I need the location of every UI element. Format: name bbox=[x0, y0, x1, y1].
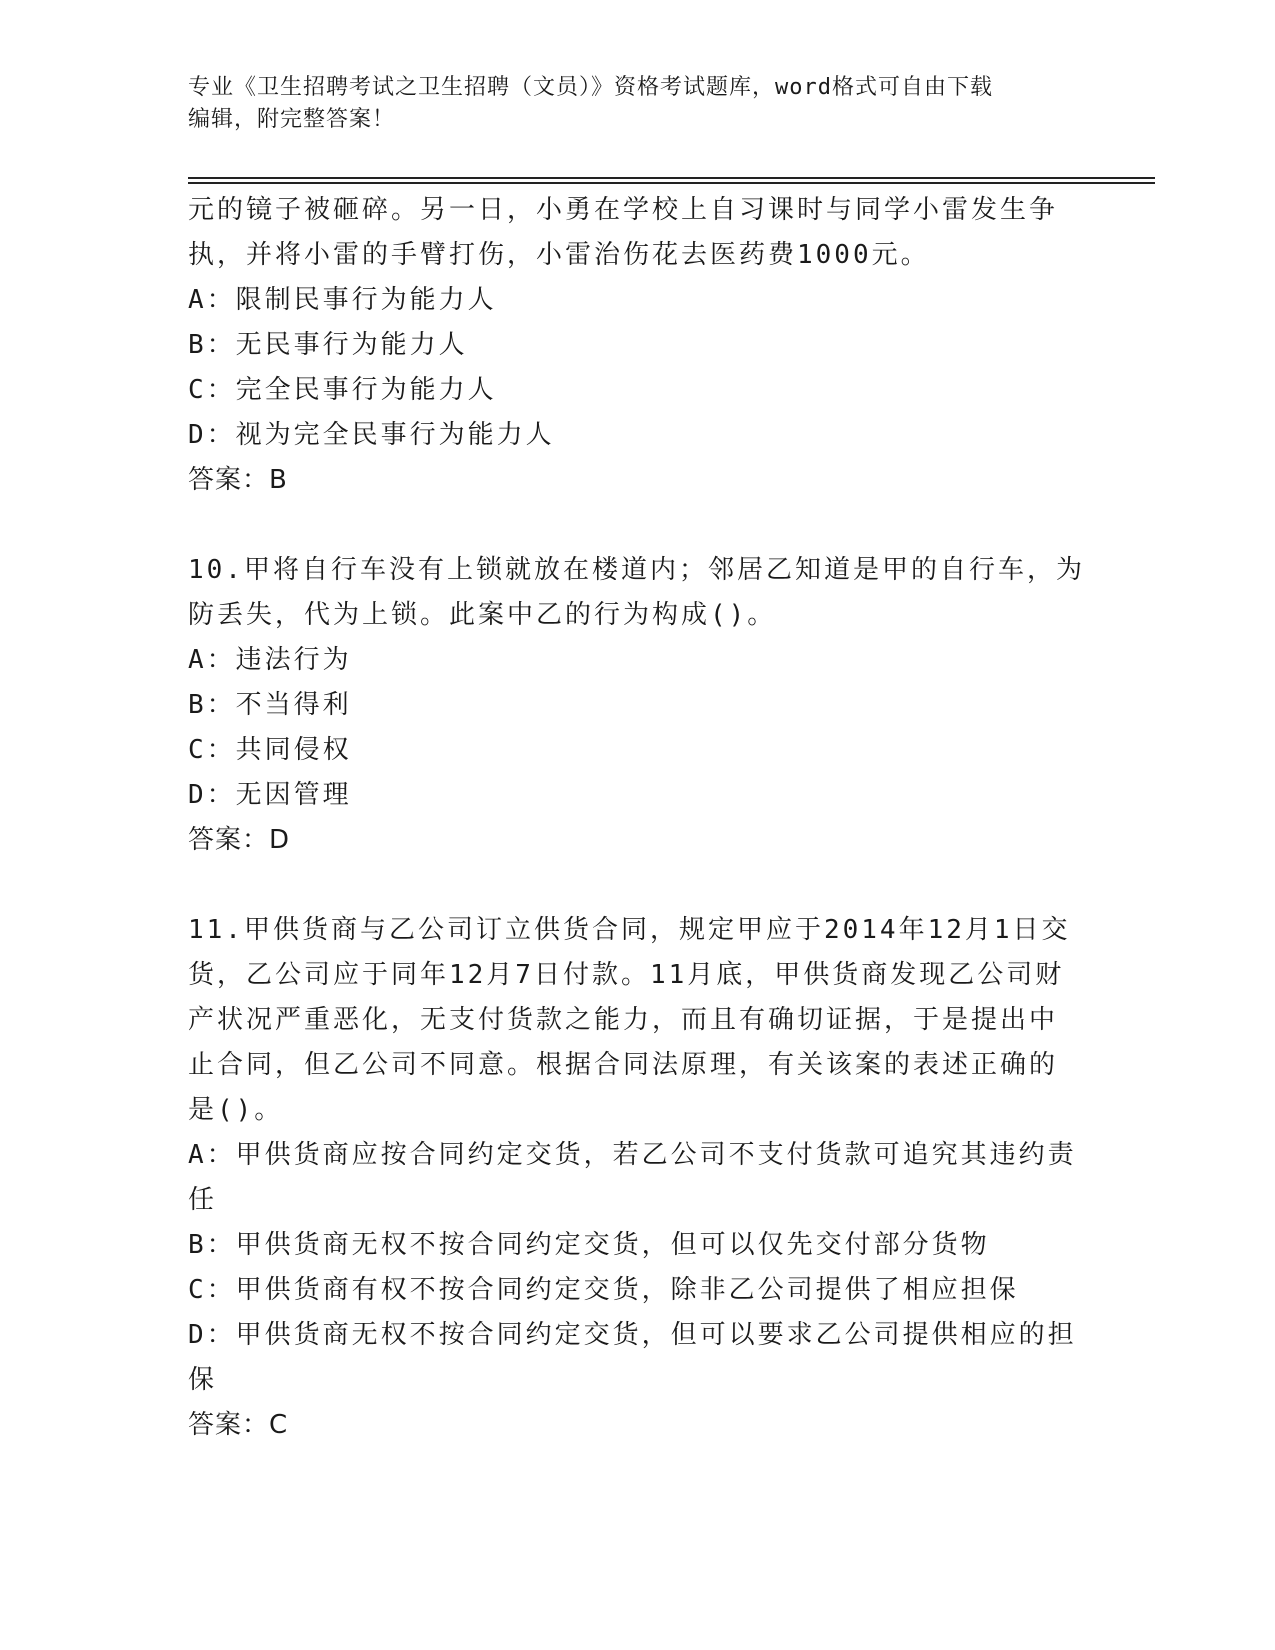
question-11-stem-line-3: 产状况严重恶化，无支付货款之能力，而且有确切证据，于是提出中 bbox=[188, 1005, 1059, 1035]
question-9-stem-line-2: 执，并将小雷的手臂打伤，小雷治伤花去医药费1000元。 bbox=[188, 240, 930, 270]
question-11-stem-line-4: 止合同，但乙公司不同意。根据合同法原理，有关该案的表述正确的 bbox=[188, 1050, 1059, 1080]
spacer bbox=[188, 863, 1088, 908]
question-10-option-d: D：无因管理 bbox=[188, 780, 352, 810]
question-10-option-a: A：违法行为 bbox=[188, 645, 352, 675]
question-9-stem-line-1: 元的镜子被砸碎。另一日，小勇在学校上自习课时与同学小雷发生争 bbox=[188, 195, 1059, 225]
question-9-option-c: C：完全民事行为能力人 bbox=[188, 375, 497, 405]
question-11-option-a-line-1: A：甲供货商应按合同约定交货，若乙公司不支付货款可追究其违约责 bbox=[188, 1140, 1077, 1170]
question-9-option-d: D：视为完全民事行为能力人 bbox=[188, 420, 555, 450]
question-content bbox=[188, 188, 1088, 1448]
header-rule-top bbox=[188, 177, 1155, 179]
question-11 bbox=[188, 908, 1088, 1448]
question-11-answer: 答案：C bbox=[188, 1410, 289, 1440]
header-line-1: 专业《卫生招聘考试之卫生招聘（文员）》资格考试题库，word格式可自由下载 bbox=[188, 75, 993, 100]
question-10-stem-line-2: 防丢失，代为上锁。此案中乙的行为构成()。 bbox=[188, 600, 777, 630]
question-10-stem-line-1: 10.甲将自行车没有上锁就放在楼道内；邻居乙知道是甲的自行车，为 bbox=[188, 555, 1085, 585]
question-9 bbox=[188, 188, 1088, 503]
question-11-option-d-line-2: 保 bbox=[188, 1365, 218, 1395]
question-11-stem-line-1: 11.甲供货商与乙公司订立供货合同，规定甲应于2014年12月1日交 bbox=[188, 915, 1071, 945]
question-10-option-b: B：不当得利 bbox=[188, 690, 352, 720]
question-10-answer: 答案：D bbox=[188, 825, 291, 855]
question-11-option-c: C：甲供货商有权不按合同约定交货，除非乙公司提供了相应担保 bbox=[188, 1275, 1019, 1305]
question-11-stem-line-2: 货，乙公司应于同年12月7日付款。11月底，甲供货商发现乙公司财 bbox=[188, 960, 1065, 990]
question-11-stem-line-5: 是()。 bbox=[188, 1095, 284, 1125]
question-9-option-b: B：无民事行为能力人 bbox=[188, 330, 468, 360]
header-line-2: 编辑，附完整答案！ bbox=[188, 107, 396, 132]
header-rule-bottom bbox=[188, 182, 1155, 184]
question-9-answer: 答案：B bbox=[188, 465, 288, 495]
question-11-option-b: B：甲供货商无权不按合同约定交货，但可以仅先交付部分货物 bbox=[188, 1230, 990, 1260]
question-9-option-a: A：限制民事行为能力人 bbox=[188, 285, 497, 315]
question-11-option-d-line-1: D：甲供货商无权不按合同约定交货，但可以要求乙公司提供相应的担 bbox=[188, 1320, 1077, 1350]
question-10 bbox=[188, 548, 1088, 863]
question-10-option-c: C：共同侵权 bbox=[188, 735, 352, 765]
spacer bbox=[188, 503, 1088, 548]
question-11-option-a-line-2: 任 bbox=[188, 1185, 218, 1215]
page-header bbox=[188, 72, 1088, 136]
